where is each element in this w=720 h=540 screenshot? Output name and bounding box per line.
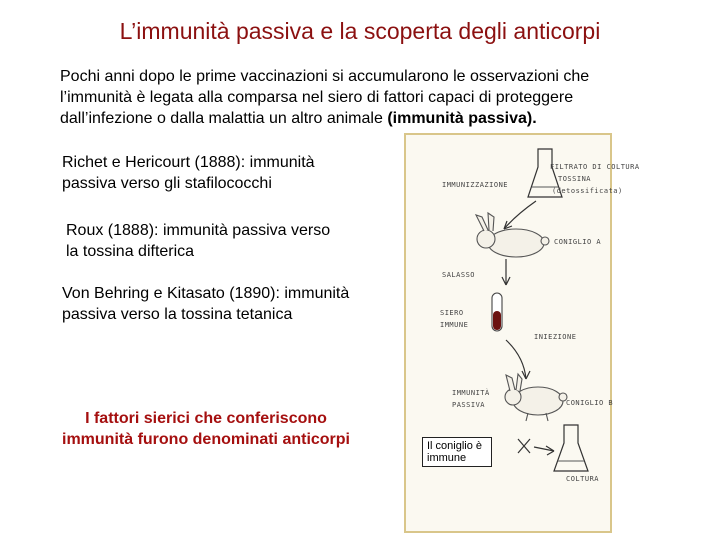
label-siero: SIERO xyxy=(440,309,464,317)
text-block-roux: Roux (1888): immunità passiva verso la tossina difterica xyxy=(66,222,331,260)
conclusion-text: I fattori sierici che conferiscono immunità furono denominati anticorpi xyxy=(62,410,350,448)
label-tossina: TOSSINA xyxy=(558,175,592,183)
culture-flask-2-icon xyxy=(554,425,588,471)
label-immunizzazione: IMMUNIZZAZIONE xyxy=(442,181,509,189)
passive-immunity-figure xyxy=(404,133,640,533)
label-coltura: COLTURA xyxy=(566,475,600,483)
text-block-behring: Von Behring e Kitasato (1890): immunità passiva verso la tossina tetanica xyxy=(62,285,350,323)
intro-text: Pochi anni dopo le prime vaccinazioni si accumularono le osservazioni che l’immunità è legata alla comparsa nel siero di fattori capaci di proteggere dall’infezione o dalla malattia un altro animale xyxy=(60,68,590,127)
serum-tube-icon xyxy=(492,293,502,331)
bacteria-icon xyxy=(518,439,530,453)
label-immunita: IMMUNITÀ xyxy=(452,389,490,397)
label-passiva: PASSIVA xyxy=(452,401,486,409)
label-detossificata: (detossificata) xyxy=(552,187,623,195)
immune-caption: Il coniglio è immune xyxy=(422,437,492,467)
rabbit-b-icon xyxy=(505,374,567,421)
intro-emphasis: (immunità passiva). xyxy=(387,110,537,127)
page-title: L’immunità passiva e la scoperta degli anticorpi xyxy=(119,18,601,44)
label-salasso: SALASSO xyxy=(442,271,476,279)
label-coniglio-a: CONIGLIO A xyxy=(554,238,602,246)
label-coniglio-b: CONIGLIO B xyxy=(566,399,614,407)
intro-paragraph xyxy=(60,66,660,129)
text-block-richet: Richet e Hericourt (1888): immunità passiva verso gli stafilococchi xyxy=(62,154,315,192)
label-filtrato: FILTRATO DI COLTURA xyxy=(550,163,640,171)
label-immune: IMMUNE xyxy=(440,321,469,329)
label-iniezione: INIEZIONE xyxy=(534,333,577,341)
